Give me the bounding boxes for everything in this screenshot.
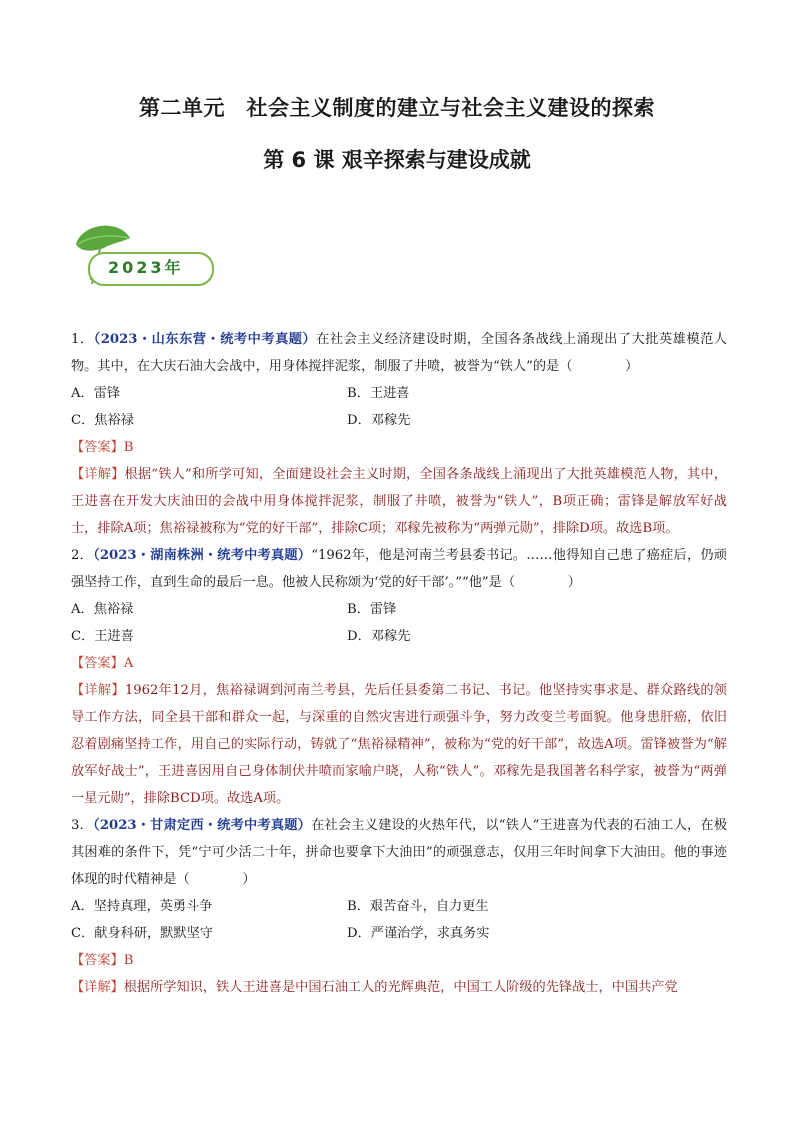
detail-tag: 【详解】 [71, 980, 124, 995]
detail-paragraph [71, 974, 727, 1001]
option-a: A．雷锋 [71, 386, 121, 401]
unit-title: 第二单元 社会主义制度的建立与社会主义建设的探索 [139, 96, 655, 120]
detail-paragraph [71, 677, 727, 812]
question-number: 3． [71, 818, 94, 833]
option-c: C．焦裕禄 [71, 413, 134, 428]
question-number: 2． [71, 548, 94, 563]
answer-line: 【答案】A [71, 656, 134, 671]
question-list [71, 326, 727, 1001]
question-source: （2023・山东东营・统考中考真题） [93, 332, 317, 347]
question-2 [71, 542, 727, 812]
question-stem [71, 326, 727, 380]
question-stem [71, 812, 727, 893]
question-source: （2023・甘肃定西・统考中考真题） [93, 818, 312, 833]
option-c: C．王进喜 [71, 629, 134, 644]
option-list [71, 380, 727, 434]
option-d: D．严谨治学，求真务实 [347, 926, 490, 941]
year-badge [70, 222, 215, 292]
option-a: A．焦裕禄 [71, 602, 134, 617]
option-b: B．雷锋 [347, 602, 397, 617]
question-text: 在社会主义建设的火热年代，以“铁人”王进喜为代表的石油工人，在极其困难的条件下，凭“宁可少活二十年，拼命也要拿下大油田”的顽强意志，仅用三年时间拿下大油田。他的事迹体现的时代精神是（ ） [71, 818, 728, 887]
option-a: A．坚持真理，英勇斗争 [71, 899, 213, 914]
question-text: 在社会主义经济建设时期，全国各条战线上涌现出了大批英雄模范人物。其中，在大庆石油大会战中，用身体搅拌泥浆，制服了井喷，被誉为“铁人”的是（ ） [71, 332, 727, 374]
detail-tag: 【详解】 [71, 467, 125, 482]
question-3 [71, 812, 727, 1001]
question-number: 1． [71, 332, 94, 347]
option-d: D．邓稼先 [347, 413, 411, 428]
option-b: B．王进喜 [347, 386, 410, 401]
detail-text: 1962年12月，焦裕禄调到河南兰考县，先后任县委第二书记、书记。他坚持实事求是、群众路线的领导工作方法，同全县干部和群众一起，与深重的自然灾害进行顽强斗争，努力改变兰考面貌。他身患肝癌，依旧忍着剧痛坚持工作，用自己的实际行动，铸就了“焦裕禄精神”，被称为“党的好干部”，故选A项。雷锋被誉为“解放军好战士”，王进喜因用自己身体制伏井喷而家喻户晓，人称“铁人”。邓稼先是我国著名科学家，被誉为“两弹一星元勋”，排除BCD项。故选A项。 [71, 683, 727, 806]
detail-paragraph [71, 461, 727, 542]
year-label: 2023年 [108, 258, 184, 277]
option-b: B．艰苦奋斗，自力更生 [347, 899, 489, 914]
answer-line: 【答案】B [71, 953, 134, 968]
question-stem [71, 542, 727, 596]
question-1 [71, 326, 727, 542]
detail-text: 根据所学知识，铁人王进喜是中国石油工人的光辉典范，中国工人阶级的先锋战士，中国共产党 [123, 980, 678, 995]
option-list [71, 893, 727, 947]
detail-text: 根据“铁人”和所学可知，全面建设社会主义时期，全国各条战线上涌现出了大批英雄模范人物，其中，王进喜在开发大庆油田的会战中用身体搅拌泥浆，制服了井喷，被誉为“铁人”，B项正确；雷锋是解放军好战士，排除A项；焦裕禄被称为“党的好干部”，排除C项；邓稼先被称为“两弹元勋”，排除D项。故选B项。 [71, 467, 727, 536]
answer-line: 【答案】B [71, 440, 134, 455]
question-text: “1962年，他是河南兰考县委书记。……他得知自己患了癌症后，仍顽强坚持工作，直到生命的最后一息。他被人民称颂为‘党的好干部’。”“他”是（ ） [71, 548, 727, 590]
option-c: C．献身科研，默默坚守 [71, 926, 213, 941]
lesson-title: 第 6 课 艰辛探索与建设成就 [263, 148, 531, 172]
option-list [71, 596, 727, 650]
question-source: （2023・湖南株洲・统考中考真题） [93, 548, 312, 563]
detail-tag: 【详解】 [71, 683, 125, 698]
option-d: D．邓稼先 [347, 629, 411, 644]
